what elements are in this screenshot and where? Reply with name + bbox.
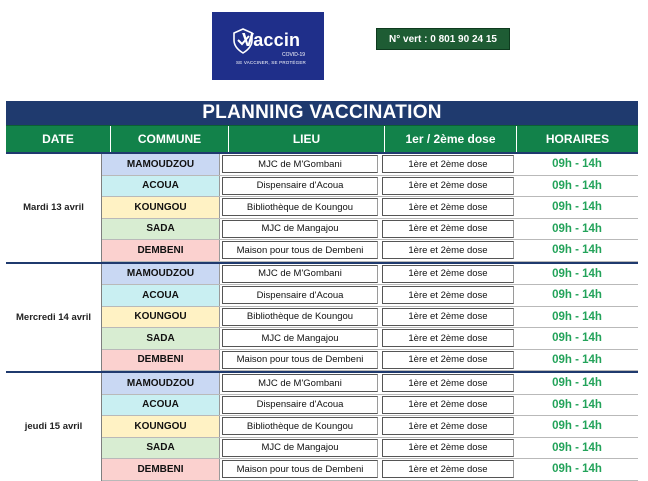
hours-cell: 09h - 14h	[552, 310, 602, 323]
logo-subtitle: COVID-19	[282, 52, 306, 58]
lieu-cell: MJC de M'Gombani	[222, 265, 378, 283]
table-row	[102, 416, 638, 438]
hours-cell: 09h - 14h	[552, 398, 602, 411]
lieu-cell: Dispensaire d'Acoua	[222, 396, 378, 414]
hotline-badge: N° vert : 0 801 90 24 15	[376, 28, 510, 50]
dose-cell: 1ère et 2ème dose	[382, 198, 514, 216]
dose-cell: 1ère et 2ème dose	[382, 417, 514, 435]
lieu-cell: Maison pour tous de Dembeni	[222, 460, 378, 478]
dose-cell: 1ère et 2ème dose	[382, 351, 514, 369]
hours-cell: 09h - 14h	[552, 289, 602, 302]
column-header-lieu: LIEU	[228, 126, 384, 152]
table-row	[102, 373, 638, 395]
table-row	[102, 328, 638, 350]
lieu-cell: MJC de Mangajou	[222, 439, 378, 457]
logo-tagline: SE VACCINER, SE PROTÉGER	[236, 60, 306, 65]
hours-cell: 09h - 14h	[552, 244, 602, 257]
lieu-cell: Bibliothèque de Koungou	[222, 198, 378, 216]
commune-cell: KOUNGOU	[102, 416, 220, 437]
commune-cell: MAMOUDZOU	[102, 154, 220, 175]
table-row	[102, 176, 638, 198]
lieu-cell: Bibliothèque de Koungou	[222, 417, 378, 435]
hours-cell: 09h - 14h	[552, 222, 602, 235]
table-row	[102, 264, 638, 286]
hours-cell: 09h - 14h	[552, 441, 602, 454]
hours-cell: 09h - 14h	[552, 201, 602, 214]
day-group	[6, 262, 638, 372]
lieu-cell: MJC de M'Gombani	[222, 374, 378, 392]
dose-cell: 1ère et 2ème dose	[382, 220, 514, 238]
commune-cell: KOUNGOU	[102, 307, 220, 328]
hours-cell: 09h - 14h	[552, 463, 602, 476]
commune-cell: DEMBENI	[102, 350, 220, 371]
hours-cell: 09h - 14h	[552, 158, 602, 171]
commune-cell: ACOUA	[102, 285, 220, 306]
commune-cell: MAMOUDZOU	[102, 373, 220, 394]
table-header-row	[6, 125, 638, 152]
hours-cell: 09h - 14h	[552, 179, 602, 192]
lieu-cell: Dispensaire d'Acoua	[222, 286, 378, 304]
dose-cell: 1ère et 2ème dose	[382, 265, 514, 283]
logo-title: Vaccin	[242, 30, 301, 50]
lieu-cell: MJC de Mangajou	[222, 220, 378, 238]
commune-cell: ACOUA	[102, 176, 220, 197]
day-group	[6, 152, 638, 262]
lieu-cell: Bibliothèque de Koungou	[222, 308, 378, 326]
commune-cell: DEMBENI	[102, 459, 220, 480]
dose-cell: 1ère et 2ème dose	[382, 241, 514, 259]
commune-cell: SADA	[102, 219, 220, 240]
table-row	[102, 350, 638, 372]
table-row	[102, 219, 638, 241]
column-header-date: DATE	[42, 132, 74, 146]
lieu-cell: Maison pour tous de Dembeni	[222, 241, 378, 259]
vaccin-covid-logo	[212, 12, 324, 80]
commune-cell: ACOUA	[102, 395, 220, 416]
commune-cell: MAMOUDZOU	[102, 264, 220, 285]
table-row	[102, 154, 638, 176]
dose-cell: 1ère et 2ème dose	[382, 286, 514, 304]
hours-cell: 09h - 14h	[552, 267, 602, 280]
dose-cell: 1ère et 2ème dose	[382, 374, 514, 392]
lieu-cell: Dispensaire d'Acoua	[222, 177, 378, 195]
dose-cell: 1ère et 2ème dose	[382, 308, 514, 326]
dose-cell: 1ère et 2ème dose	[382, 155, 514, 173]
table-row	[102, 285, 638, 307]
dose-cell: 1ère et 2ème dose	[382, 329, 514, 347]
day-group	[6, 371, 638, 481]
date-cell: jeudi 15 avril	[6, 373, 102, 481]
table-row	[102, 240, 638, 262]
dose-cell: 1ère et 2ème dose	[382, 177, 514, 195]
hours-cell: 09h - 14h	[552, 332, 602, 345]
lieu-cell: Maison pour tous de Dembeni	[222, 351, 378, 369]
commune-cell: KOUNGOU	[102, 197, 220, 218]
hours-cell: 09h - 14h	[552, 420, 602, 433]
lieu-cell: MJC de M'Gombani	[222, 155, 378, 173]
dose-cell: 1ère et 2ème dose	[382, 460, 514, 478]
commune-cell: SADA	[102, 438, 220, 459]
vaccination-schedule-table	[6, 101, 638, 481]
column-header-dose: 1er / 2ème dose	[384, 126, 516, 152]
lieu-cell: MJC de Mangajou	[222, 329, 378, 347]
date-cell: Mercredi 14 avril	[6, 264, 102, 372]
table-row	[102, 438, 638, 460]
column-header-commune: COMMUNE	[110, 126, 228, 152]
schedule-title: PLANNING VACCINATION	[6, 101, 638, 125]
hours-cell: 09h - 14h	[552, 377, 602, 390]
dose-cell: 1ère et 2ème dose	[382, 439, 514, 457]
table-row	[102, 307, 638, 329]
column-header-horaires: HORAIRES	[516, 126, 638, 152]
hours-cell: 09h - 14h	[552, 353, 602, 366]
table-row	[102, 197, 638, 219]
commune-cell: DEMBENI	[102, 240, 220, 261]
table-row	[102, 395, 638, 417]
date-cell: Mardi 13 avril	[6, 154, 102, 262]
commune-cell: SADA	[102, 328, 220, 349]
schedule-body	[6, 152, 638, 481]
dose-cell: 1ère et 2ème dose	[382, 396, 514, 414]
